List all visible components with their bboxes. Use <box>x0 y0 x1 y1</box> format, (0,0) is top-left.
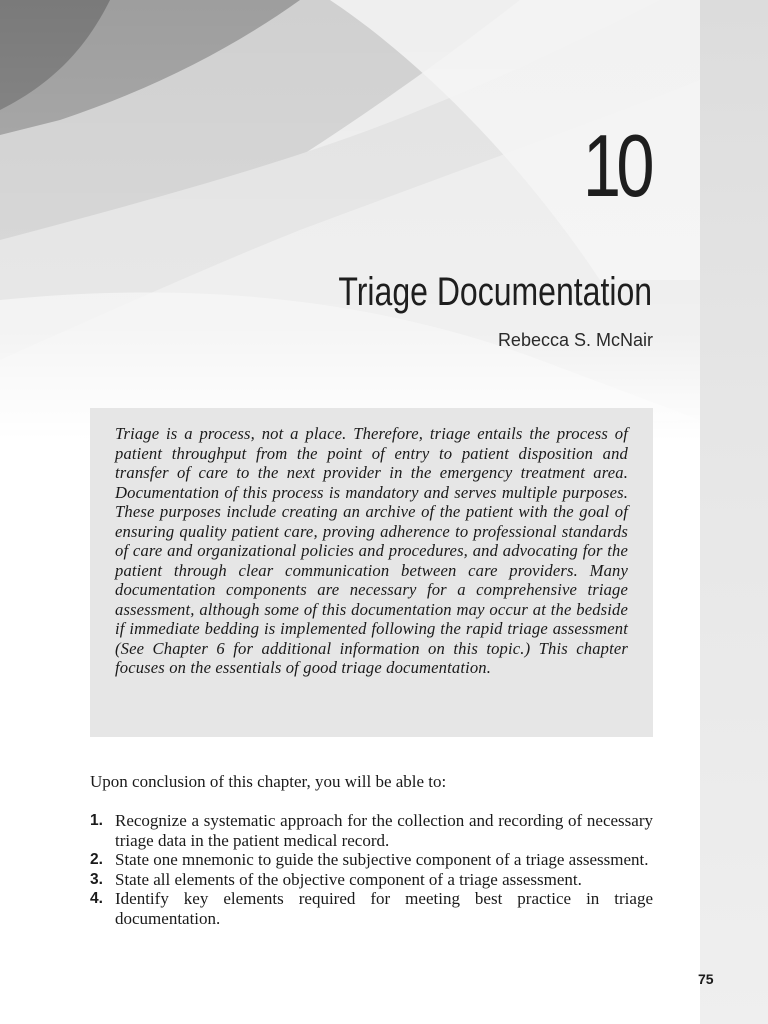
objective-text: Identify key elements required for meeting best practice in triage documentation. <box>115 889 653 928</box>
objective-number: 1. <box>90 812 103 829</box>
objective-item <box>90 870 653 890</box>
objective-text: State all elements of the objective component of a triage assessment. <box>115 869 582 889</box>
objective-item <box>90 811 653 850</box>
objective-number: 3. <box>90 870 103 888</box>
objective-text: Recognize a systematic approach for the collection and recording of necessary triage data in the patient medical record. <box>115 811 653 850</box>
header-background-swirl <box>0 0 768 440</box>
chapter-title: Triage Documentation <box>338 270 652 314</box>
objective-number: 4. <box>90 890 103 907</box>
objective-number: 2. <box>90 851 103 868</box>
right-margin-strip <box>700 0 768 1024</box>
objective-item <box>90 889 653 928</box>
page-number: 75 <box>698 971 714 987</box>
chapter-abstract-text: Triage is a process, not a place. Therefore, triage entails the process of patient throughput from the point of entry to patient disposition and transfer of care to the next provider in the emergency treatment area. Documentation of this process is mandatory and serves multiple purposes. These purposes include creating an archive of the patient with the goal of ensuring quality patient care, proving adherence to professional standards of care and organizational policies and procedures, and advocating for the patient through clear communication between care providers. Many documentation components are necessary for a comprehensive triage assessment, although some of this documentation may occur at the bedside if immediate bedding is implemented following the rapid triage assessment (See Chapter 6 for additional information on this topic.) This chapter focuses on the essentials of good triage documentation. <box>115 424 628 677</box>
objective-text: State one mnemonic to guide the subjective component of a triage assessment. <box>115 850 649 869</box>
objective-item <box>90 850 653 870</box>
chapter-author: Rebecca S. McNair <box>497 330 653 350</box>
chapter-abstract-box <box>90 408 653 737</box>
chapter-number: 10 <box>583 116 650 215</box>
objectives-list <box>90 811 653 928</box>
objectives-intro: Upon conclusion of this chapter, you will be able to: <box>90 772 447 791</box>
